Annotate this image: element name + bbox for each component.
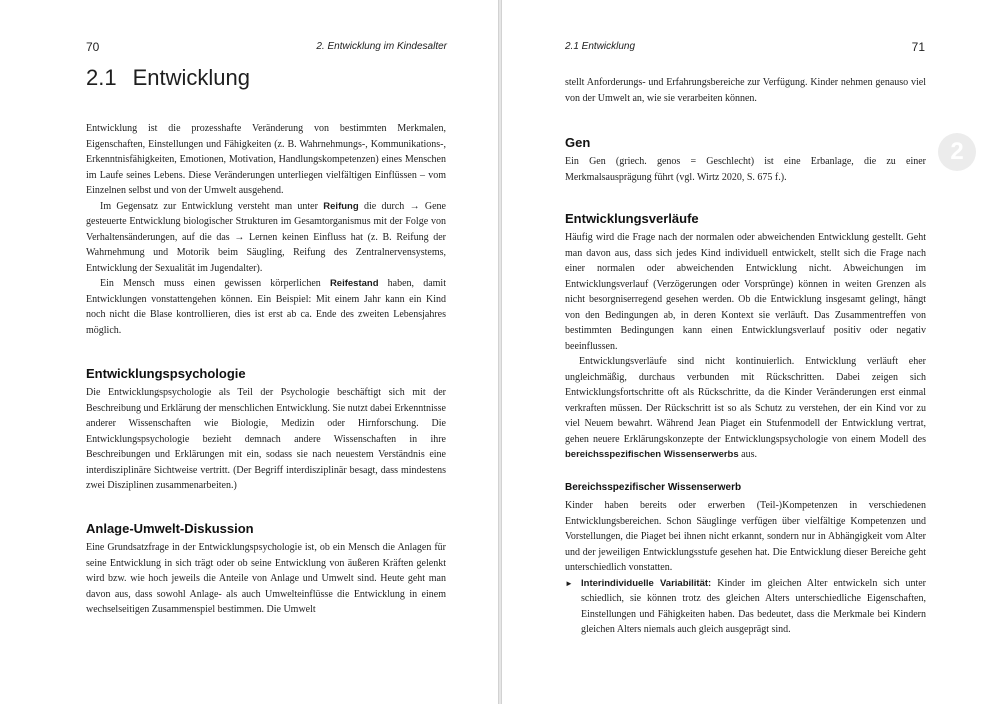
subsubsection-heading: Bereichsspezifischer Wissenserwerb: [565, 482, 742, 493]
gen-section: [565, 135, 926, 185]
bullet-item: ► Interindividuelle Variabilität: Kinder im gleichen Alter entwickeln sich unter schiedlich, sie können trotz des gleichen Alters unterschiedliche Eigenschaften, Einstellungen und Fähigkeiten haben. Das bedeutet, dass die Merkmale bei Kindern gleichen Alters niemals auch gleich ausgeprägt sind.: [565, 577, 926, 635]
paragraph: Entwicklungsverläufe sind nicht kontinuierlich. Entwicklung verläuft eher ungleichmäßig, durchaus verbunden mit Rückschritten. Dabei zeigen sich Entwicklungsfortschritte oft als Rückschritte, da die Kinder Veränderungen erst einmal verkraften müssen. Der Rückschritt ist so als Schutz zu verstehen, der ein Kind vor zu viel Neuem bewahrt. Während Jean Piaget ein Stufenmodell der Entwicklung vertrat, gehen neuere Erklärungskonzepte der Entwicklungspsychologie von einem Modell des bereichsspezifischen Wissenserwerbs aus.: [565, 356, 926, 460]
subsection-heading: Gen: [565, 135, 591, 150]
subsection-heading: Entwicklungsverläufe: [565, 211, 699, 226]
subsection-heading: Anlage-Umwelt-Diskussion: [86, 521, 254, 536]
section-number: 2.1: [86, 65, 117, 90]
wissenserwerb-section: [565, 481, 926, 638]
key-term: Reifestand: [329, 278, 379, 289]
subsection-heading: Entwicklungspsychologie: [86, 366, 246, 381]
paragraph: Häufig wird die Frage nach der normalen oder abweichenden Entwicklung gestellt. Geht man davon aus, dass sich jedes Kind individuell entwickelt, stellt sich die Frage nach einer normalen oder abweichenden Entwicklung nicht. Abweichungen im Entwicklungsverlauf (Verzögerungen oder Vorsprünge) können in weiten Grenzen als nicht besorgniserregend gesehen werden. Ob die Entwicklung insgesamt gelingt, hängt von den Bedingungen ab, in deren Kontext sie verläuft. Das Zusammentreffen von bestimmten Bedingungen kann einen Entwicklungsverlauf positiv oder negativ beeinflussen.: [565, 232, 926, 352]
paragraph: Ein Mensch muss einen gewissen körperlichen Reifestand haben, damit Entwicklungen vonstattengehen können. Ein Beispiel: Mit einem Jahr kann ein Kind noch nicht die Blase kontrollieren, dies ist erst ab ca. Ende des zweiten Lebensjahres möglich.: [86, 278, 446, 336]
section-heading: [86, 64, 250, 92]
entwicklungsverlaeufe-section: [565, 211, 926, 463]
right-page: [502, 0, 1000, 704]
page-number: 71: [911, 40, 925, 54]
left-page-header: [86, 40, 447, 54]
paragraph: Die Entwicklungspsychologie als Teil der Psychologie beschäftigt sich mit der Beschreibung und Erklärung der menschlichen Entwicklung. Sie nutzt dabei Erkenntnisse anderer Wissenschaften wie Biologie, Medizin oder Hirnforschung. Die Entwicklungspsychologie bezieht demnach andere Wissenschaften in ihre Beschreibungen und Erklärungen mit ein, sodass sie nach neuestem Verständnis eine interdisziplinäre Sichtweise vertritt. (Der Begriff interdisziplinär besagt, dass mindestens zwei Disziplinen zusammenarbeiten.): [86, 387, 446, 491]
key-term: Reifung: [323, 200, 359, 212]
running-title: 2.1 Entwicklung: [565, 41, 636, 52]
paragraph: Kinder haben bereits oder erwerben (Teil-)Kompetenzen in verschiedenen Entwicklungsbereichen. Schon Säuglinge verfügen über vielfältige Kompetenzen und Vorstellungen, die Piaget bei ihnen nicht erkannt, sondern nur in Abhängigkeit vom Alter und der jeweiligen Entwicklungsstufe gesehen hat. Die Entwicklung dieser Bereiche geht unterschiedlich vonstatten.: [565, 500, 926, 573]
page-number: 70: [86, 40, 100, 54]
intro-text: [86, 121, 446, 338]
triangle-bullet-icon: ►: [565, 578, 573, 588]
entwicklungspsychologie-section: [86, 366, 446, 494]
chapter-number-badge: 2: [938, 133, 976, 171]
continuation-text: [565, 75, 926, 106]
paragraph: Im Gegensatz zur Entwicklung versteht man unter Reifung die durch → Gene gesteuerte Entwicklung biologischer Strukturen im Gesamtorganismus mit der Folge von Verhaltensänderungen, auf die das → Lernen keinen Einfluss hat (z. B. Reifung der Wahrnehmung und Motorik beim Säugling, Reifung des Zentralnervensystems, Entwicklung der Sexualität im Jugendalter).: [86, 200, 446, 274]
key-term: bereichsspezifischen Wissenserwerbs: [565, 449, 739, 460]
section-title: Entwicklung: [132, 65, 250, 90]
right-page-header: [565, 40, 925, 54]
left-page: [0, 0, 498, 704]
key-term: Interindividuelle Variabilität:: [581, 577, 712, 589]
anlage-umwelt-section: [86, 521, 446, 618]
paragraph: Eine Grundsatzfrage in der Entwicklungspsychologie ist, ob ein Mensch die Anlagen für seine Entwicklung in sich trägt oder ob seine Entwicklung von äußeren Kräften gelenkt wird bzw. wie hoch jeweils die Anteile von Anlage und Umwelt sind. Heute geht man davon aus, dass sowohl Anlage- als auch Umwelteinflüsse die Entwicklung in einem wechselseitigen Zusammenspiel bestimmen. Die Umwelt: [86, 542, 446, 615]
paragraph: Ein Gen (griech. genos = Geschlecht) ist eine Erbanlage, die zu einer Merkmalsausprägung führt (vgl. Wirtz 2020, S. 675 f.).: [565, 156, 926, 183]
running-title: 2. Entwicklung im Kindesalter: [316, 41, 447, 52]
paragraph: stellt Anforderungs- und Erfahrungsbereiche zur Verfügung. Kinder nehmen genauso viel von der Umwelt an, wie sie verarbeiten können.: [565, 77, 926, 104]
paragraph: Entwicklung ist die prozesshafte Veränderung von bestimmten Merkmalen, Eigenschaften, Einstellungen und Fähigkeiten (z. B. Wahrnehmungs-, Kommunikations-, Erkenntnisfähigkeiten, Emotionen, Motivation, Handlungskompetenzen) eines Menschen im Laufe seines Lebens. Diese Veränderungen unterliegen vielfältigen Einflüssen – vom Einzelnen selbst und von der Umwelt ausgehend.: [86, 123, 446, 196]
